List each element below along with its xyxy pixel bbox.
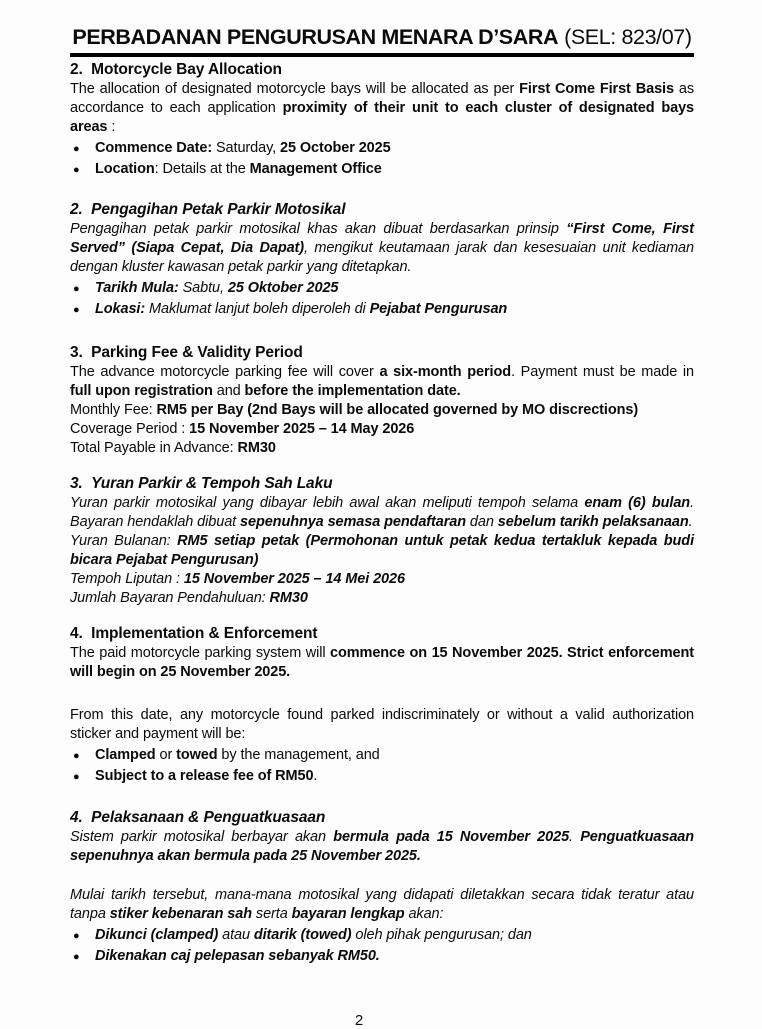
text-run: . Bayaran hendaklah dibuat (70, 495, 694, 530)
paragraph (70, 828, 694, 866)
bullet-item (70, 300, 694, 319)
page-number: 2 (354, 1012, 364, 1029)
text-run: sebelum tarikh pelaksanaan (497, 514, 689, 530)
bullet-item (70, 139, 694, 158)
text-run: before the implementation date. (244, 383, 461, 399)
paragraph (70, 570, 694, 589)
text-run: . Payment must be made in (510, 364, 694, 380)
paragraph (70, 401, 694, 420)
text-run: RM30 (237, 440, 276, 456)
text-run: Saturday, (212, 140, 281, 156)
paragraph (70, 644, 694, 682)
text-run: 2. Motorcycle Bay Allocation (70, 61, 282, 78)
text-run: bermula pada 15 November 2025 (333, 829, 570, 845)
section-heading (70, 624, 694, 644)
paragraph (70, 220, 694, 277)
bullet-item (70, 926, 694, 945)
text-run: 3. Yuran Parkir & Tempoh Sah Laku (70, 475, 333, 492)
bullet-list (70, 746, 694, 786)
paragraph (70, 80, 694, 137)
text-run: a six-month period (379, 364, 511, 380)
text-run: oleh pihak pengurusan; dan (351, 927, 532, 943)
text-run: stiker kebenaran sah (109, 906, 252, 922)
bullet-item (70, 746, 694, 765)
text-run: 4. Pelaksanaan & Penguatkuasaan (70, 809, 326, 826)
text-run: Sistem parkir motosikal berbayar akan (70, 829, 334, 845)
text-run: Location (95, 161, 155, 177)
text-run: ditarik (towed) (253, 927, 352, 943)
text-run: and (212, 383, 245, 399)
paragraph (70, 439, 694, 458)
spacer (70, 866, 694, 886)
text-run: commence on 15 November 2025. Strict enforcement will begin on 25 November 2025. (70, 645, 694, 680)
text-run: full upon registration (70, 383, 213, 399)
text-run: . (569, 829, 581, 845)
section-heading (70, 808, 694, 828)
spacer (70, 181, 694, 200)
text-run: Dikenakan caj pelepasan sebanyak RM50. (95, 948, 380, 964)
text-run: Management Office (249, 161, 382, 177)
text-run: Mulai tarikh tersebut, mana-mana motosikal yang didapati diletakkan secara tidak teratur atau tanpa (70, 887, 694, 922)
text-run: RM30 (269, 590, 308, 606)
text-run: Coverage Period : (70, 421, 190, 437)
bullet-list (70, 926, 694, 966)
text-run: , mengikut keutamaan jarak dan kesesuaian unit kediaman dengan kluster kawasan petak parkir yang ditetapkan. (70, 240, 694, 275)
text-run: Pejabat Pengurusan (369, 301, 508, 317)
text-run: 25 Oktober 2025 (227, 280, 339, 296)
paragraph (70, 363, 694, 401)
text-run: Clamped (95, 747, 156, 763)
text-run: The allocation of designated motorcycle bays will be allocated as per (70, 81, 520, 97)
text-run: as accordance to each application (70, 81, 695, 116)
text-run: . (313, 768, 318, 784)
bullet-list (70, 279, 694, 319)
text-run: Yuran Bulanan: (70, 533, 178, 549)
section-heading (70, 343, 694, 363)
paragraph (70, 706, 694, 744)
text-run: RM5 per Bay (2nd Bays will be allocated governed by MO discrections) (156, 402, 639, 418)
text-run: From this date, any motorcycle found parked indiscriminately or without a valid authorization sticker and payment will be: (70, 707, 694, 742)
spacer (70, 321, 694, 343)
section-heading (70, 200, 694, 220)
paragraph (70, 886, 694, 924)
text-run: Yuran parkir motosikal yang dibayar lebih awal akan meliputi tempoh selama (70, 495, 585, 511)
paragraph (70, 494, 694, 532)
text-run: RM5 setiap petak (Permohonan untuk petak kedua tertakluk kepada budi bicara Pejabat Pengurusan) (70, 533, 694, 568)
text-run: atau (218, 927, 254, 943)
text-run: 3. Parking Fee & Validity Period (70, 344, 303, 361)
document-title: PERBADANAN PENGURUSAN MENARA D’SARA (72, 25, 559, 49)
paragraph (70, 589, 694, 608)
text-run: dan (466, 514, 498, 530)
text-run: 15 November 2025 – 14 May 2026 (189, 421, 415, 437)
spacer (70, 458, 694, 474)
text-run: serta (252, 906, 292, 922)
text-run: Pengagihan petak parkir motosikal khas akan dibuat berdasarkan prinsip (70, 221, 567, 237)
text-run: . (688, 514, 693, 530)
document-header (70, 25, 694, 57)
section-heading (70, 474, 694, 494)
text-run: enam (6) bulan (584, 495, 691, 511)
bullet-item (70, 160, 694, 179)
text-run: Dikunci (clamped) (95, 927, 219, 943)
text-run: 25 October 2025 (280, 140, 391, 156)
document-registration-number: (SEL: 823/07) (564, 25, 692, 49)
text-run: Total Payable in Advance: (70, 440, 238, 456)
text-run: Tempoh Liputan : (70, 571, 184, 587)
text-run: Tarikh Mula: (95, 280, 179, 296)
text-run: 4. Implementation & Enforcement (70, 625, 318, 642)
text-run: akan: (404, 906, 444, 922)
text-run: The advance motorcycle parking fee will cover (70, 364, 380, 380)
text-run: 15 November 2025 – 14 Mei 2026 (183, 571, 405, 587)
spacer (70, 608, 694, 624)
text-run: : Details at the (154, 161, 250, 177)
text-run: bayaran lengkap (291, 906, 405, 922)
text-run: or (155, 747, 177, 763)
paragraph (70, 532, 694, 570)
text-run: Subject to a release fee of RM50 (95, 768, 314, 784)
text-run: 2. Pengagihan Petak Parkir Motosikal (70, 201, 346, 218)
text-run: Jumlah Bayaran Pendahuluan: (70, 590, 270, 606)
text-run: First Come First Basis (519, 81, 674, 97)
text-run: Penguatkuasaan sepenuhnya akan bermula pada 25 November 2025. (70, 829, 695, 864)
paragraph (70, 420, 694, 439)
bullet-item (70, 279, 694, 298)
spacer (70, 682, 694, 706)
text-run: sepenuhnya semasa pendaftaran (240, 514, 466, 530)
text-run: Commence Date: (95, 140, 213, 156)
text-run: by the management, and (217, 747, 380, 763)
text-run: proximity of their unit to each cluster of designated bays areas (70, 100, 694, 135)
text-run: : (107, 119, 116, 135)
spacer (70, 788, 694, 808)
text-run: Sabtu, (178, 280, 228, 296)
bullet-item (70, 947, 694, 966)
text-run: The paid motorcycle parking system will (70, 645, 331, 661)
text-run: towed (176, 747, 218, 763)
document-body (70, 60, 694, 966)
text-run: Maklumat lanjut boleh diperoleh di (145, 301, 370, 317)
bullet-list (70, 139, 694, 179)
text-run: “First Come, First Served” (Siapa Cepat, Dia Dapat) (70, 221, 695, 256)
section-heading (70, 60, 694, 80)
text-run: Lokasi: (95, 301, 146, 317)
text-run: Monthly Fee: (70, 402, 157, 418)
bullet-item (70, 767, 694, 786)
